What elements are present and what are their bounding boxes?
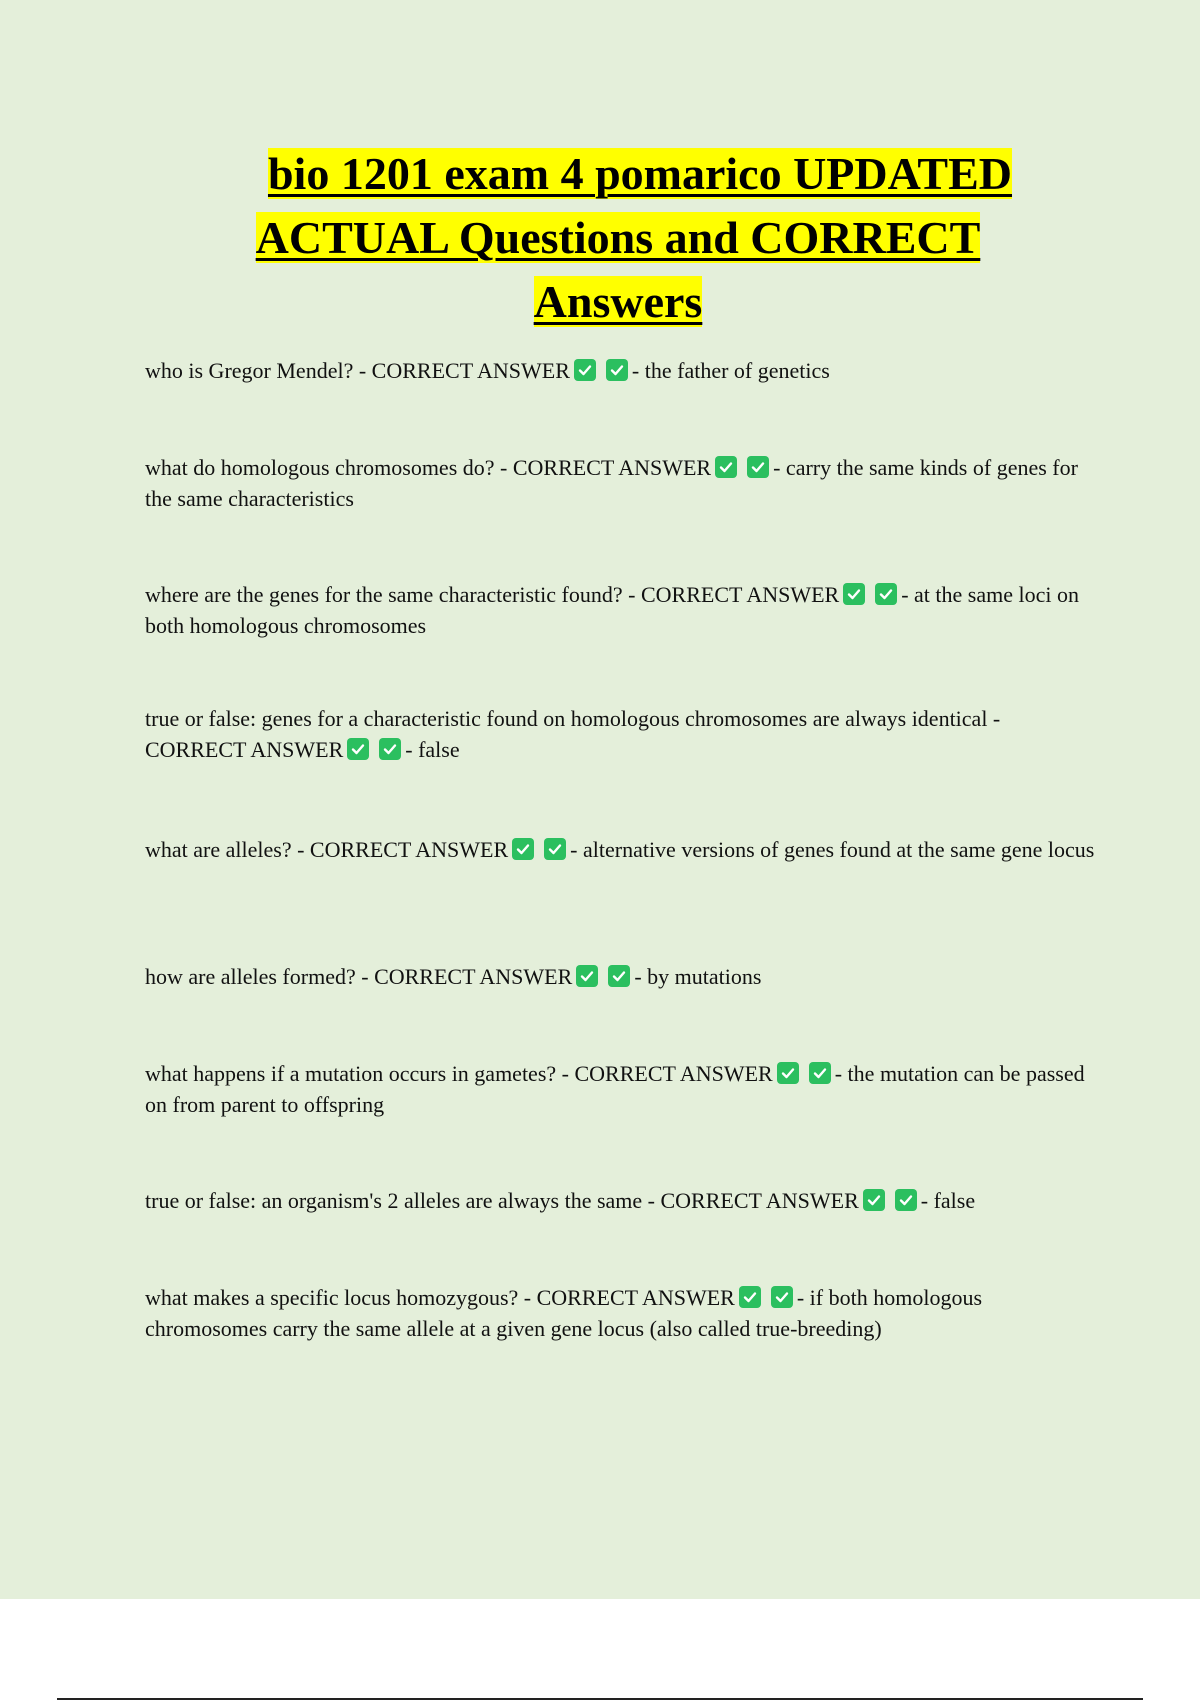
qa-item	[145, 355, 1095, 386]
answer-text: - alternative versions of genes found at the same gene locus	[570, 837, 1095, 862]
check-icon	[777, 1062, 799, 1084]
check-icon	[895, 1189, 917, 1211]
check-icon	[863, 1189, 885, 1211]
check-icon	[512, 838, 534, 860]
check-icon	[809, 1062, 831, 1084]
answer-marker: CORRECT ANSWER	[536, 1285, 735, 1310]
answer-text: - carry the same kinds of genes for the same characteristics	[145, 455, 1078, 511]
qa-item	[145, 703, 1095, 765]
qa-item	[145, 452, 1095, 514]
answer-marker: CORRECT ANSWER	[309, 837, 509, 862]
answer-marker: CORRECT ANSWER	[374, 964, 573, 989]
check-icon	[379, 738, 401, 760]
answer-marker: CORRECT ANSWER	[574, 1061, 773, 1086]
check-icon	[544, 838, 566, 860]
qa-item	[145, 961, 1095, 992]
answer-text: - the father of genetics	[631, 358, 830, 383]
check-icon	[576, 965, 598, 987]
question-text: who is Gregor Mendel? -	[145, 358, 367, 383]
check-icon	[574, 359, 596, 381]
title-line-3: Answers	[533, 276, 703, 327]
answer-text: - if both homologous chromosomes carry the same allele at a given gene locus (also called true-breeding)	[145, 1285, 983, 1341]
answer-marker: CORRECT ANSWER	[512, 455, 712, 480]
check-icon	[739, 1286, 761, 1308]
answer-text: - false	[920, 1188, 976, 1213]
answer-text: - by mutations	[634, 964, 762, 989]
document-title	[120, 142, 1116, 334]
question-text: what are alleles? -	[145, 837, 305, 862]
answer-text: - at the same loci on both homologous chromosomes	[145, 582, 1079, 638]
check-icon	[843, 583, 865, 605]
answer-text: - false	[405, 737, 460, 762]
question-text: true or false: genes for a characteristic found on homologous chromosomes are always identical -	[145, 706, 1001, 731]
question-text: how are alleles formed? -	[145, 964, 369, 989]
check-icon	[747, 456, 769, 478]
question-text: true or false: an organism's 2 alleles are always the same -	[145, 1188, 655, 1213]
question-text: where are the genes for the same characteristic found? -	[145, 582, 636, 607]
qa-item	[145, 579, 1095, 641]
check-icon	[347, 738, 369, 760]
title-line-1: bio 1201 exam 4 pomarico UPDATED	[267, 148, 1013, 199]
qa-item	[145, 1185, 1095, 1216]
question-text: what do homologous chromosomes do? -	[145, 455, 508, 480]
qa-item	[145, 1058, 1095, 1120]
answer-marker: CORRECT ANSWER	[371, 358, 570, 383]
question-text: what happens if a mutation occurs in gametes? -	[145, 1061, 569, 1086]
check-icon	[608, 965, 630, 987]
answer-marker: CORRECT ANSWER	[145, 737, 344, 762]
check-icon	[875, 583, 897, 605]
answer-text: - the mutation can be passed on from parent to offspring	[145, 1061, 1085, 1117]
question-text: what makes a specific locus homozygous? -	[145, 1285, 532, 1310]
title-line-2: ACTUAL Questions and CORRECT	[255, 212, 981, 263]
check-icon	[715, 456, 737, 478]
qa-item	[145, 1282, 1095, 1344]
answer-marker: CORRECT ANSWER	[660, 1188, 859, 1213]
check-icon	[771, 1286, 793, 1308]
answer-marker: CORRECT ANSWER	[640, 582, 840, 607]
check-icon	[606, 359, 628, 381]
qa-item	[145, 834, 1095, 865]
